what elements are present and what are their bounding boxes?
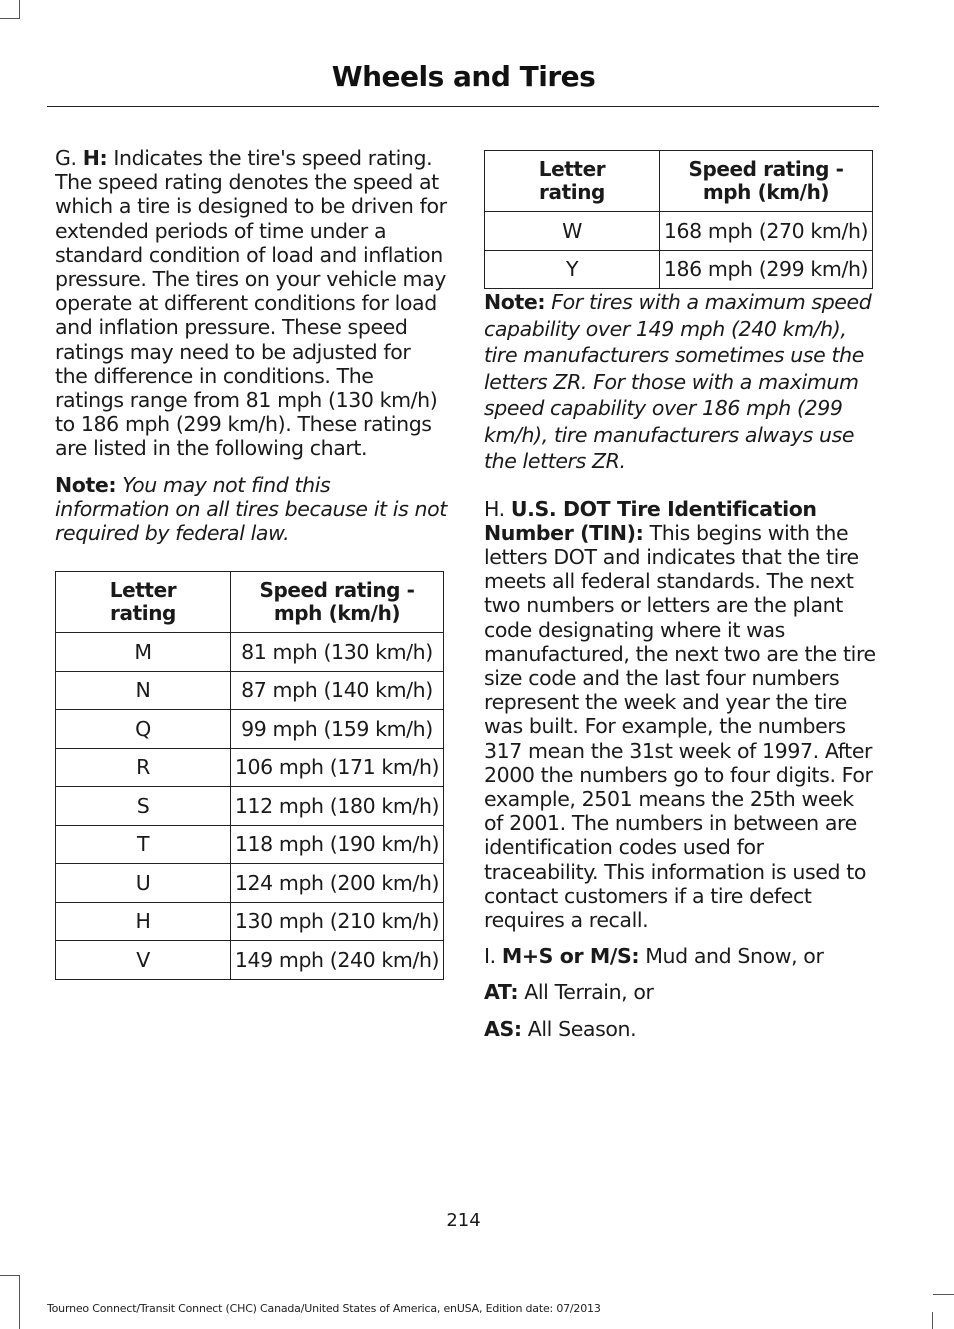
- i-paragraph: [484, 944, 876, 968]
- speed-cell: 87 mph (140 km/h): [231, 671, 444, 710]
- header-divider: [47, 106, 879, 107]
- page-title: Wheels and Tires: [331, 60, 596, 93]
- letter-cell: N: [56, 671, 231, 710]
- left-column: [55, 146, 447, 980]
- letter-cell: U: [56, 864, 231, 903]
- table-header-row: [485, 151, 873, 212]
- g-paragraph: [55, 146, 447, 461]
- g-text: Indicates the tire's speed rating. The speed rating denotes the speed at which a tire is designed to be driven for extended periods of time under a standard condition of load and inflation pressure. The tires on your vehicle may operate at different conditions for load and inflation pressure. These speed ratings may need to be adjusted for the difference in conditions. The ratings range from 81 mph (130 km/h) to 186 mph (299 km/h). These ratings are listed in the following chart.: [55, 146, 447, 461]
- h-paragraph: [484, 497, 876, 933]
- table-row: [56, 825, 444, 864]
- speed-cell: 106 mph (171 km/h): [231, 748, 444, 787]
- crop-mark: [0, 1275, 20, 1276]
- speed-cell: 124 mph (200 km/h): [231, 864, 444, 903]
- crop-mark: [19, 0, 20, 18]
- i-term: M+S or M/S:: [501, 944, 640, 969]
- letter-cell: Q: [56, 710, 231, 749]
- h-prefix: H.: [484, 496, 511, 521]
- table-row: [56, 864, 444, 903]
- table-row: [56, 748, 444, 787]
- speed-cell: 81 mph (130 km/h): [231, 633, 444, 672]
- table-row: [56, 633, 444, 672]
- speed-cell: 112 mph (180 km/h): [231, 787, 444, 826]
- h-term: U.S. DOT Tire Identification Number (TIN):: [484, 496, 817, 545]
- letter-cell: H: [56, 902, 231, 941]
- letter-cell: T: [56, 825, 231, 864]
- at-term: AT:: [484, 980, 519, 1005]
- crop-mark: [19, 1275, 20, 1329]
- speed-cell: 168 mph (270 km/h): [660, 212, 873, 251]
- crop-mark: [0, 18, 20, 19]
- right-column: [484, 150, 876, 1041]
- table-row: [56, 941, 444, 980]
- table-row: [56, 787, 444, 826]
- speed-cell: 186 mph (299 km/h): [660, 250, 873, 289]
- table-row: [56, 902, 444, 941]
- g-term: H:: [82, 146, 108, 170]
- table-header-row: [56, 572, 444, 633]
- left-note: [55, 473, 447, 546]
- letter-cell: V: [56, 941, 231, 980]
- letter-cell: M: [56, 633, 231, 672]
- at-text: All Terrain, or: [518, 980, 654, 1005]
- column-header-speed: Speed rating - mph (km/h): [660, 151, 873, 212]
- letter-cell: Y: [485, 250, 660, 289]
- speed-rating-table-continued: [484, 150, 873, 289]
- column-header-letter: Letter rating: [485, 151, 660, 212]
- i-prefix: I.: [484, 944, 502, 969]
- left-note-label: Note:: [55, 472, 117, 497]
- speed-cell: 118 mph (190 km/h): [231, 825, 444, 864]
- table-row: [56, 710, 444, 749]
- right-note-text: For tires with a maximum speed capability over 149 mph (240 km/h), tire manufacturers sometimes use the letters ZR. For those with a maximum speed capability over 186 mph (299 km/h), tire manufacturers always use the letters ZR.: [484, 290, 872, 473]
- right-note: [484, 289, 876, 475]
- left-note-text: You may not find this information on all tires because it is not required by federal law.: [55, 472, 447, 546]
- speed-cell: 99 mph (159 km/h): [231, 710, 444, 749]
- letter-cell: W: [485, 212, 660, 251]
- letter-cell: R: [56, 748, 231, 787]
- at-paragraph: [484, 980, 876, 1004]
- i-text: Mud and Snow, or: [639, 944, 824, 969]
- h-text: This begins with the letters DOT and indicates that the tire meets all federal standards. The next two numbers or letters are the plant code designating where it was manufactured, the next two are the tire size code and the last four numbers represent the week and year the tire was built. For example, the numbers 317 mean the 31st week of 1997. After 2000 the numbers go to four digits. For example, 2501 means the 25th week of 2001. The numbers in between are identification codes used for traceability. This information is used to contact customers if a tire defect requires a recall.: [484, 520, 876, 932]
- right-note-label: Note:: [484, 290, 546, 314]
- page-number: 214: [446, 1210, 481, 1231]
- table-row: [485, 250, 873, 289]
- letter-cell: S: [56, 787, 231, 826]
- crop-mark: [933, 1294, 954, 1295]
- column-header-speed: Speed rating - mph (km/h): [231, 572, 444, 633]
- speed-rating-table: [55, 571, 444, 980]
- table-row: [485, 212, 873, 251]
- speed-cell: 149 mph (240 km/h): [231, 941, 444, 980]
- footer-edition: Tourneo Connect/Transit Connect (CHC) Canada/United States of America, enUSA, Edition date: 07/2013: [47, 1302, 601, 1315]
- table-row: [56, 671, 444, 710]
- column-header-letter: Letter rating: [56, 572, 231, 633]
- as-text: All Season.: [521, 1016, 637, 1041]
- as-paragraph: [484, 1017, 876, 1041]
- g-prefix: G.: [55, 146, 83, 170]
- crop-mark: [932, 1312, 933, 1329]
- speed-cell: 130 mph (210 km/h): [231, 902, 444, 941]
- as-term: AS:: [484, 1016, 522, 1041]
